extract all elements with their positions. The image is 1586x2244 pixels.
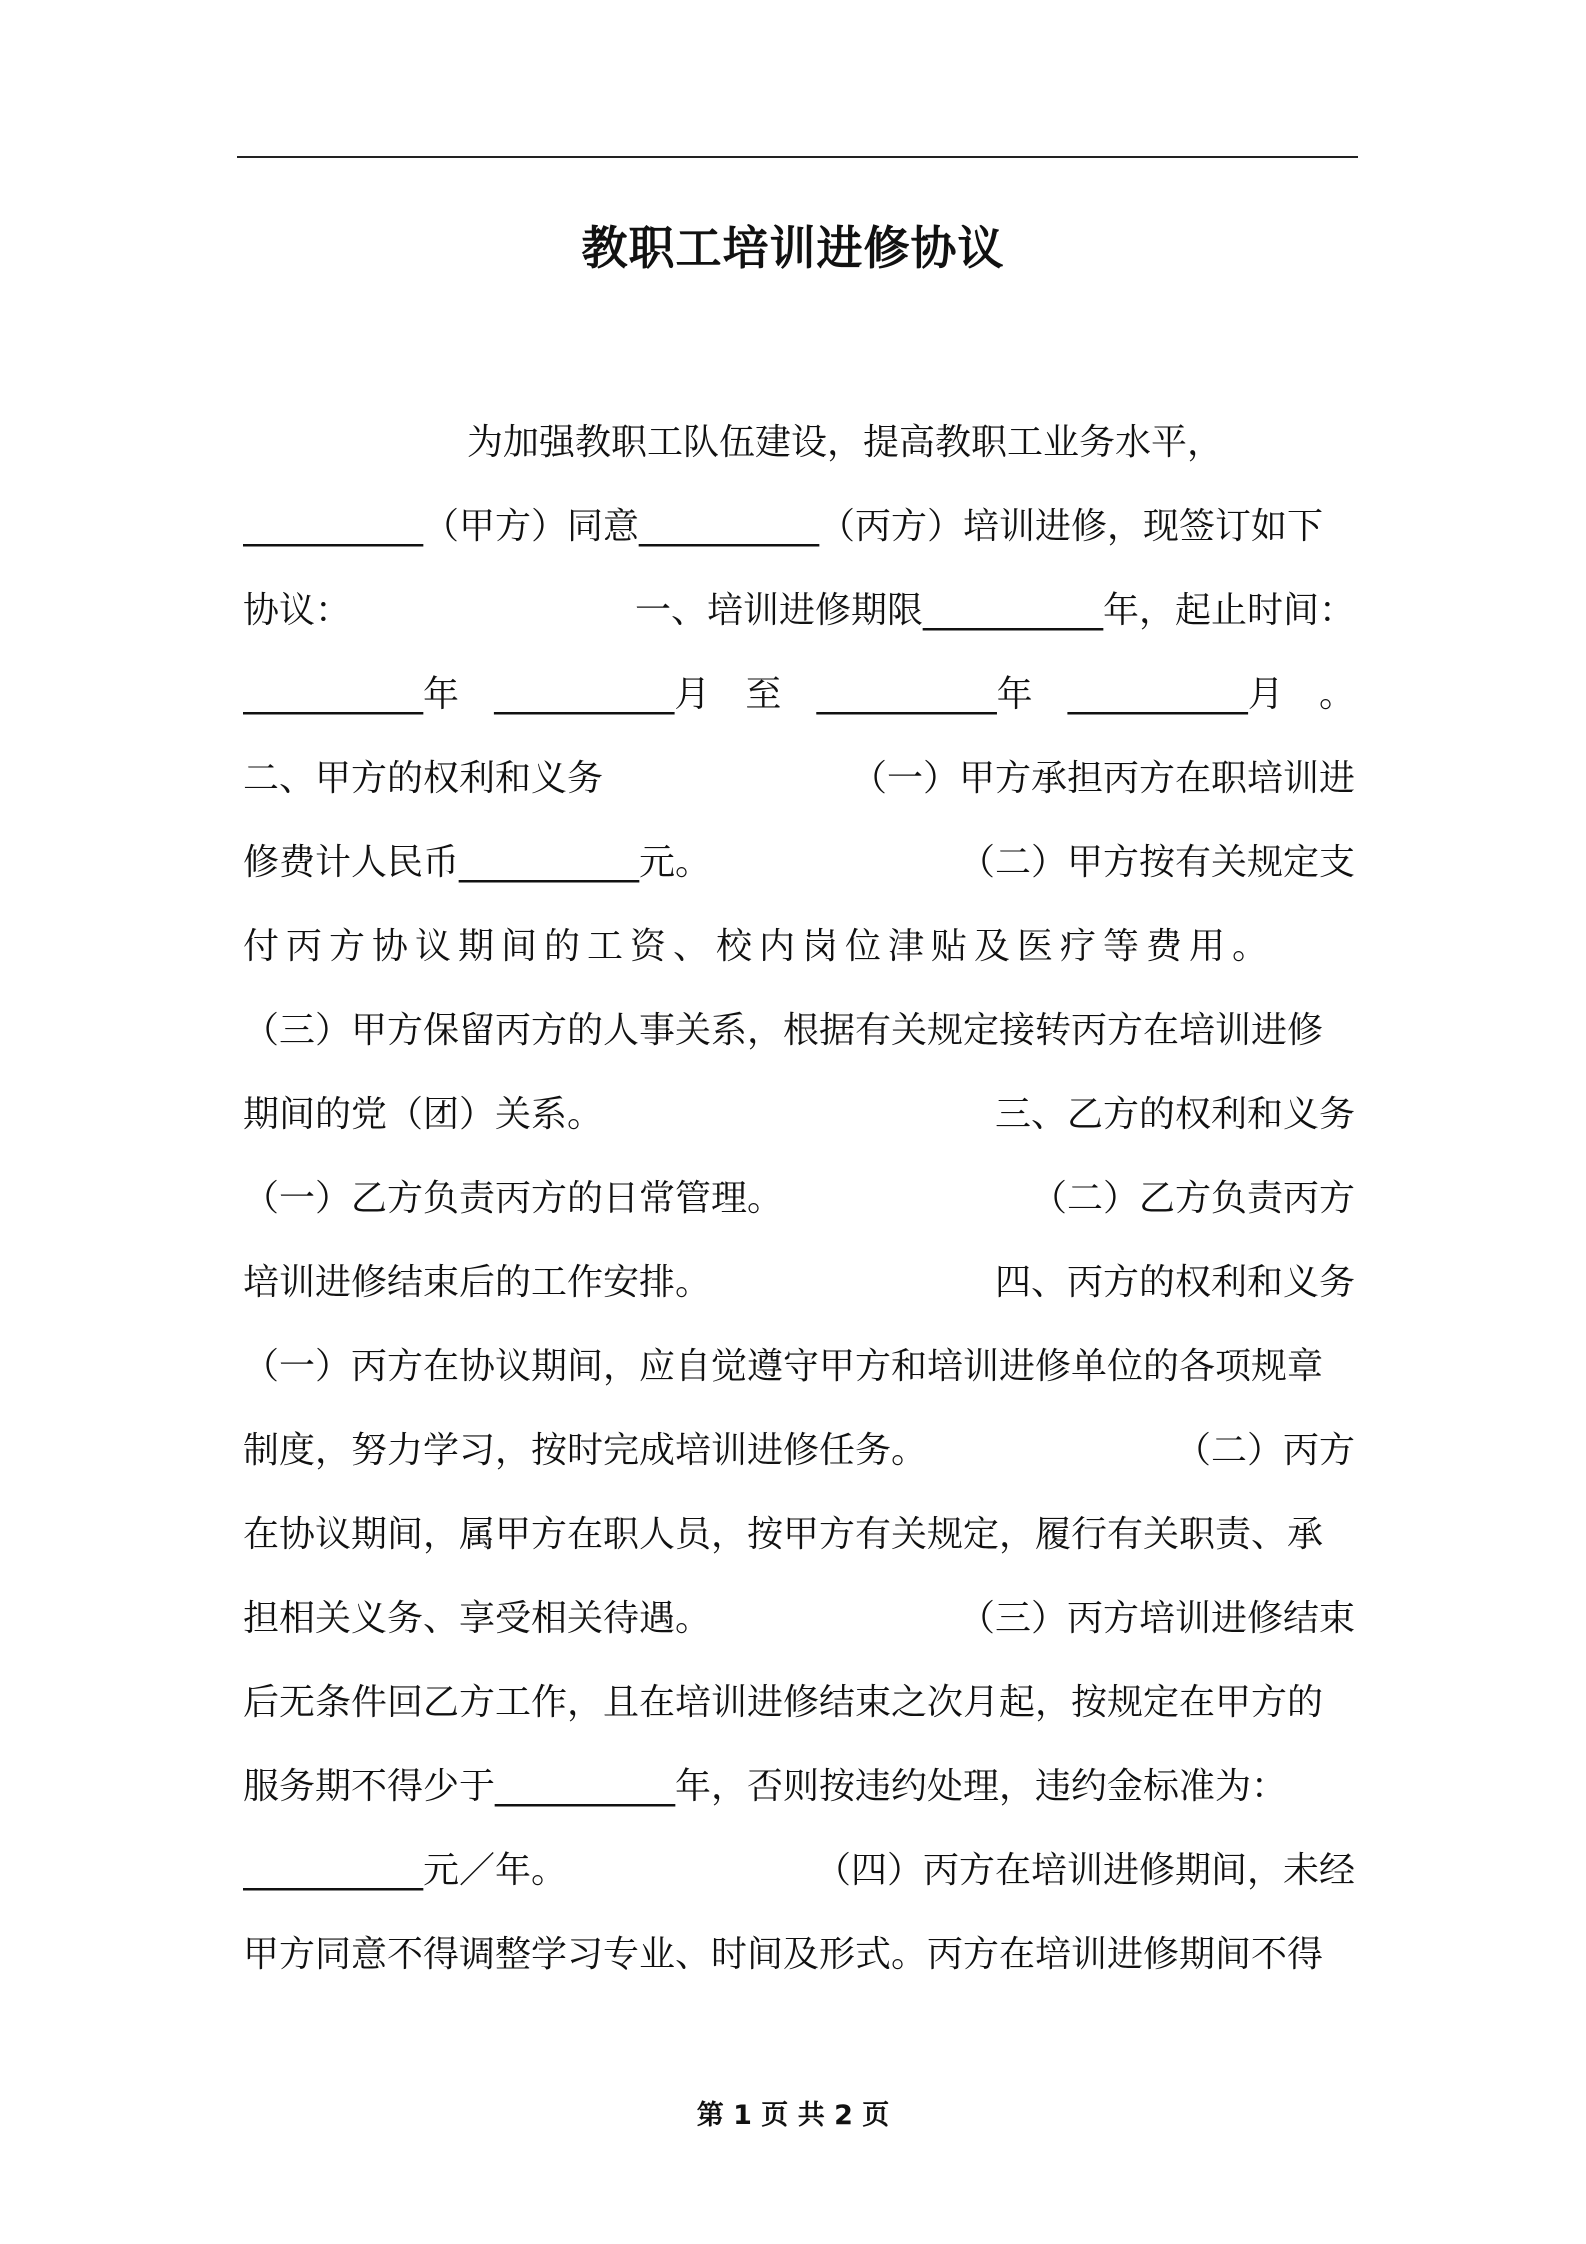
text-segment: 协议： (243, 589, 352, 631)
text-segment: （三）丙方培训进修结束 (958, 1597, 1355, 1639)
text-segment: （一）丙方在协议期间，应自觉遵守甲方和培训进修单位的各项规章 (243, 1345, 1324, 1387)
text-segment: （二）丙方 (1174, 1429, 1355, 1471)
paragraph-line (243, 649, 1355, 733)
section-heading: 四、丙方的权利和义务 (994, 1261, 1355, 1303)
text-segment: （三）甲方保留丙方的人事关系，根据有关规定接转丙方在培训进修 (243, 1009, 1324, 1051)
text-segment: 一、培训进修期限__________年，起止时间： (634, 589, 1355, 631)
text-segment: （二）甲方按有关规定支 (958, 841, 1355, 883)
paragraph-line (243, 1069, 1355, 1153)
text-segment: 培训进修结束后的工作安排。 (243, 1261, 712, 1303)
paragraph-line (243, 565, 1355, 649)
text-segment: 为加强教职工队伍建设，提高教职工业务水平， (467, 421, 1224, 463)
text-segment: 期间的党（团）关系。 (243, 1093, 604, 1135)
text-segment: __________年 (243, 673, 460, 715)
paragraph-line (243, 1237, 1355, 1321)
text-segment: __________（甲方）同意__________（丙方）培训进修，现签订如下 (243, 505, 1324, 547)
text-segment: （二）乙方负责丙方 (1030, 1177, 1355, 1219)
text-segment: 服务期不得少于__________年，否则按违约处理，违约金标准为： (243, 1765, 1288, 1807)
text-segment: 在协议期间，属甲方在职人员，按甲方有关规定，履行有关职责、承 (243, 1513, 1324, 1555)
text-segment: __________月 (1067, 673, 1284, 715)
text-segment: 后无条件回乙方工作，且在培训进修结束之次月起，按规定在甲方的 (243, 1681, 1324, 1723)
text-segment: （一）甲方承担丙方在职培训进 (850, 757, 1355, 799)
paragraph-line (243, 397, 1355, 481)
paragraph-line (243, 1573, 1355, 1657)
paragraph-line (243, 817, 1355, 901)
text-segment: （四）丙方在培训进修期间，未经 (814, 1849, 1355, 1891)
agreement-body (243, 397, 1355, 1993)
paragraph-line (243, 1153, 1355, 1237)
paragraph-line (243, 481, 1355, 565)
text-segment: 。 (1318, 673, 1355, 715)
paragraph-line (243, 733, 1355, 817)
text-segment: 修费计人民币__________元。 (243, 841, 712, 883)
text-segment: 甲方同意不得调整学习专业、时间及形式。丙方在培训进修期间不得 (243, 1933, 1324, 1975)
text-segment: 担相关义务、享受相关待遇。 (243, 1597, 712, 1639)
paragraph-line (243, 1825, 1355, 1909)
paragraph-line (243, 1657, 1355, 1741)
paragraph-line (243, 901, 1355, 985)
text-segment: 至 (745, 673, 782, 715)
page-number: 第 1 页 共 2 页 (696, 2100, 890, 2131)
paragraph-line (243, 1489, 1355, 1573)
section-heading: 二、甲方的权利和义务 (243, 757, 604, 799)
paragraph-line (243, 1405, 1355, 1489)
text-segment: __________元／年。 (243, 1849, 568, 1891)
page-title: 教职工培训进修协议 (581, 221, 1005, 275)
paragraph-line (243, 1909, 1355, 1993)
text-segment: __________年 (816, 673, 1033, 715)
text-segment: 制度，努力学习，按时完成培训进修任务。 (243, 1429, 928, 1471)
paragraph-line (243, 985, 1355, 1069)
text-segment: （一）乙方负责丙方的日常管理。 (243, 1177, 784, 1219)
header-rule (237, 156, 1358, 158)
section-heading: 三、乙方的权利和义务 (994, 1093, 1355, 1135)
text-segment: __________月 (494, 673, 711, 715)
paragraph-line (243, 1321, 1355, 1405)
paragraph-line (243, 1741, 1355, 1825)
text-segment: 付丙方协议期间的工资、校内岗位津贴及医疗等费用。 (243, 925, 1276, 967)
